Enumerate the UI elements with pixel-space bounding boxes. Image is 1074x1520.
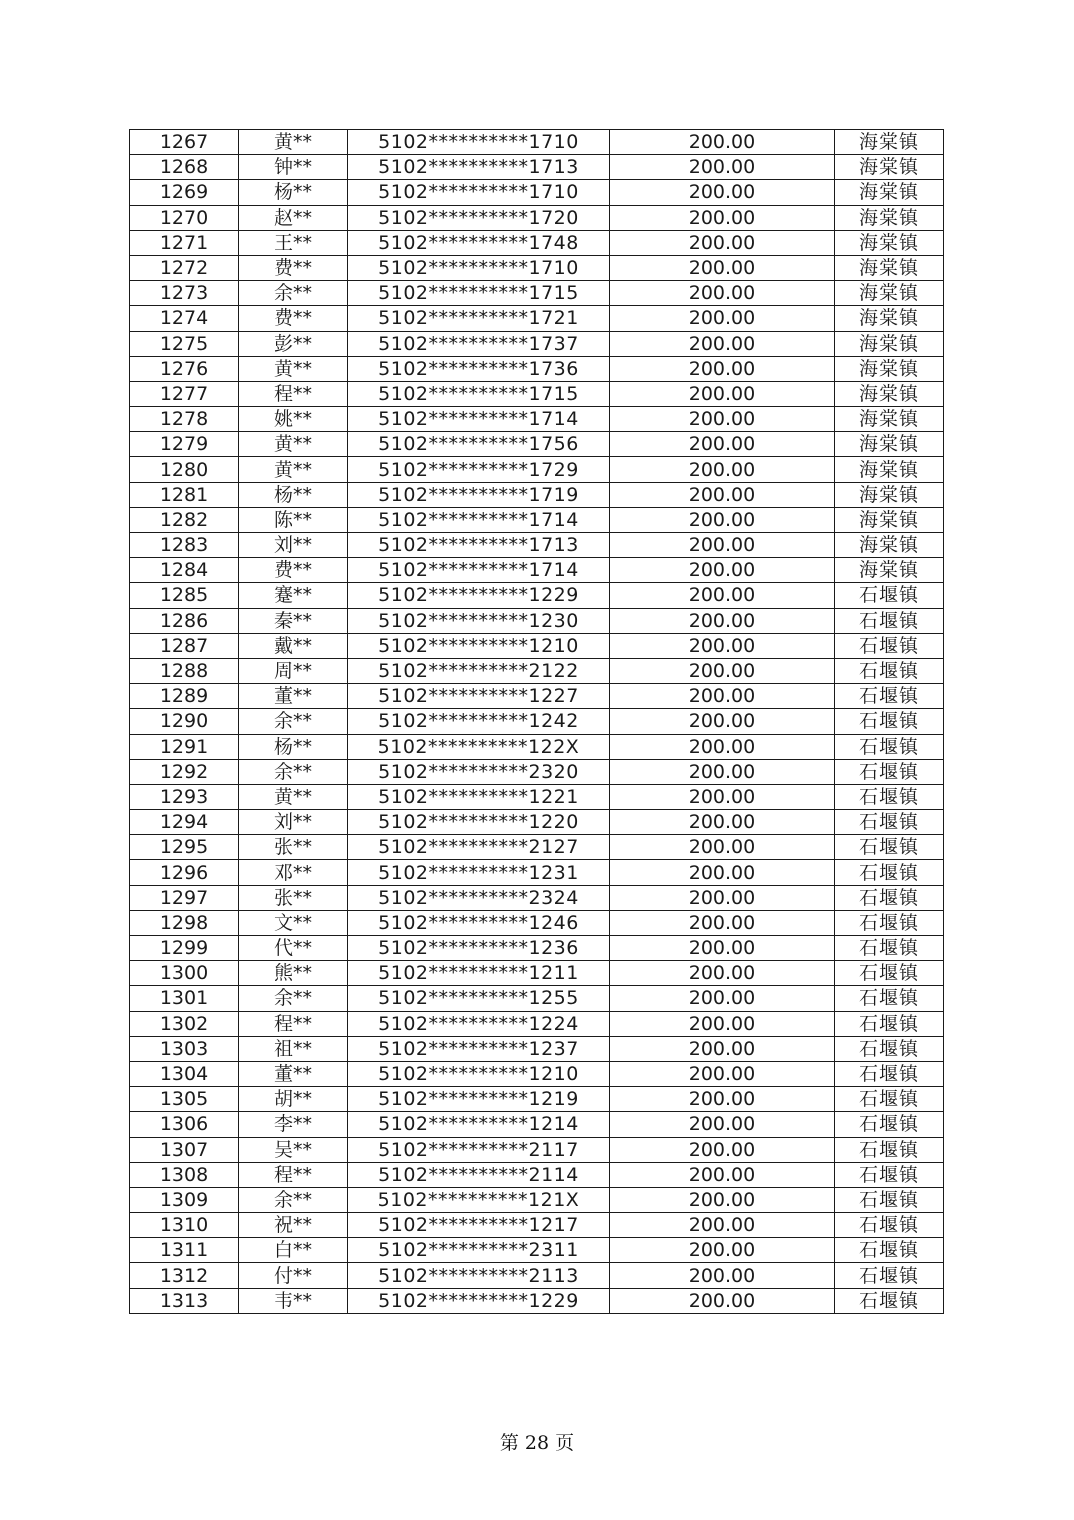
cell-amount: 200.00	[610, 633, 835, 658]
cell-id-number: 5102**********1721	[348, 306, 610, 331]
cell-number: 1281	[130, 482, 239, 507]
cell-name: 付**	[239, 1263, 348, 1288]
cell-amount: 200.00	[610, 356, 835, 381]
table-row	[130, 709, 944, 734]
cell-town: 海棠镇	[835, 533, 944, 558]
cell-amount: 200.00	[610, 658, 835, 683]
cell-name: 文**	[239, 910, 348, 935]
cell-number: 1303	[130, 1036, 239, 1061]
cell-amount: 200.00	[610, 684, 835, 709]
cell-number: 1296	[130, 860, 239, 885]
cell-name: 钟**	[239, 155, 348, 180]
cell-number: 1282	[130, 507, 239, 532]
cell-name: 余**	[239, 281, 348, 306]
cell-town: 石堰镇	[835, 784, 944, 809]
cell-amount: 200.00	[610, 860, 835, 885]
cell-id-number: 5102**********1237	[348, 1036, 610, 1061]
cell-id-number: 5102**********1748	[348, 230, 610, 255]
cell-town: 石堰镇	[835, 1061, 944, 1086]
cell-name: 秦**	[239, 608, 348, 633]
cell-town: 石堰镇	[835, 835, 944, 860]
table-row	[130, 482, 944, 507]
cell-number: 1276	[130, 356, 239, 381]
cell-id-number: 5102**********1242	[348, 709, 610, 734]
cell-number: 1275	[130, 331, 239, 356]
cell-amount: 200.00	[610, 533, 835, 558]
table-row	[130, 381, 944, 406]
cell-id-number: 5102**********1246	[348, 910, 610, 935]
cell-town: 石堰镇	[835, 1238, 944, 1263]
cell-number: 1310	[130, 1213, 239, 1238]
cell-amount: 200.00	[610, 482, 835, 507]
cell-town: 石堰镇	[835, 1263, 944, 1288]
cell-town: 石堰镇	[835, 1137, 944, 1162]
cell-name: 吴**	[239, 1137, 348, 1162]
table-row	[130, 130, 944, 155]
cell-id-number: 5102**********121X	[348, 1187, 610, 1212]
cell-name: 王**	[239, 230, 348, 255]
cell-town: 海棠镇	[835, 356, 944, 381]
cell-number: 1270	[130, 205, 239, 230]
cell-id-number: 5102**********1736	[348, 356, 610, 381]
cell-id-number: 5102**********1710	[348, 180, 610, 205]
cell-amount: 200.00	[610, 1263, 835, 1288]
cell-id-number: 5102**********2311	[348, 1238, 610, 1263]
cell-name: 周**	[239, 658, 348, 683]
cell-amount: 200.00	[610, 230, 835, 255]
table-row	[130, 885, 944, 910]
cell-name: 杨**	[239, 734, 348, 759]
table-row	[130, 407, 944, 432]
cell-id-number: 5102**********1224	[348, 1011, 610, 1036]
table-row	[130, 1263, 944, 1288]
cell-town: 石堰镇	[835, 885, 944, 910]
cell-town: 石堰镇	[835, 961, 944, 986]
table-row	[130, 457, 944, 482]
cell-id-number: 5102**********1217	[348, 1213, 610, 1238]
cell-id-number: 5102**********1229	[348, 583, 610, 608]
cell-town: 海棠镇	[835, 432, 944, 457]
table-row	[130, 1238, 944, 1263]
cell-id-number: 5102**********1210	[348, 1061, 610, 1086]
table-row	[130, 784, 944, 809]
cell-number: 1279	[130, 432, 239, 457]
cell-amount: 200.00	[610, 1213, 835, 1238]
cell-id-number: 5102**********1220	[348, 810, 610, 835]
table-row	[130, 1112, 944, 1137]
table-row	[130, 1162, 944, 1187]
cell-number: 1306	[130, 1112, 239, 1137]
table-row	[130, 910, 944, 935]
cell-number: 1269	[130, 180, 239, 205]
table-row	[130, 583, 944, 608]
cell-name: 杨**	[239, 180, 348, 205]
table-row	[130, 1187, 944, 1212]
table-row	[130, 1036, 944, 1061]
cell-id-number: 5102**********1211	[348, 961, 610, 986]
cell-town: 海棠镇	[835, 230, 944, 255]
cell-number: 1287	[130, 633, 239, 658]
cell-number: 1307	[130, 1137, 239, 1162]
cell-number: 1292	[130, 759, 239, 784]
cell-town: 石堰镇	[835, 1036, 944, 1061]
cell-amount: 200.00	[610, 1036, 835, 1061]
cell-id-number: 5102**********1210	[348, 633, 610, 658]
cell-id-number: 5102**********1756	[348, 432, 610, 457]
cell-id-number: 5102**********1221	[348, 784, 610, 809]
cell-id-number: 5102**********1229	[348, 1288, 610, 1313]
table-row	[130, 684, 944, 709]
cell-id-number: 5102**********2122	[348, 658, 610, 683]
cell-amount: 200.00	[610, 1011, 835, 1036]
table-row	[130, 1137, 944, 1162]
cell-amount: 200.00	[610, 986, 835, 1011]
cell-id-number: 5102**********1737	[348, 331, 610, 356]
table-row	[130, 658, 944, 683]
cell-town: 海棠镇	[835, 281, 944, 306]
cell-id-number: 5102**********1713	[348, 155, 610, 180]
cell-number: 1311	[130, 1238, 239, 1263]
cell-town: 石堰镇	[835, 709, 944, 734]
cell-name: 陈**	[239, 507, 348, 532]
cell-id-number: 5102**********1714	[348, 407, 610, 432]
cell-town: 海棠镇	[835, 407, 944, 432]
cell-town: 海棠镇	[835, 155, 944, 180]
cell-number: 1291	[130, 734, 239, 759]
cell-amount: 200.00	[610, 180, 835, 205]
cell-number: 1294	[130, 810, 239, 835]
cell-id-number: 5102**********1715	[348, 281, 610, 306]
cell-id-number: 5102**********1719	[348, 482, 610, 507]
cell-name: 张**	[239, 835, 348, 860]
cell-id-number: 5102**********1714	[348, 558, 610, 583]
cell-town: 海棠镇	[835, 381, 944, 406]
cell-amount: 200.00	[610, 155, 835, 180]
cell-id-number: 5102**********1713	[348, 533, 610, 558]
page-number: 第 28 页	[499, 1432, 575, 1454]
table-row	[130, 255, 944, 280]
cell-number: 1268	[130, 155, 239, 180]
cell-amount: 200.00	[610, 1187, 835, 1212]
cell-name: 费**	[239, 255, 348, 280]
table-row	[130, 936, 944, 961]
cell-number: 1285	[130, 583, 239, 608]
cell-amount: 200.00	[610, 734, 835, 759]
cell-name: 张**	[239, 885, 348, 910]
cell-town: 石堰镇	[835, 810, 944, 835]
cell-name: 黄**	[239, 457, 348, 482]
cell-amount: 200.00	[610, 281, 835, 306]
cell-id-number: 5102**********2117	[348, 1137, 610, 1162]
cell-amount: 200.00	[610, 583, 835, 608]
cell-name: 黄**	[239, 432, 348, 457]
cell-number: 1272	[130, 255, 239, 280]
cell-name: 黄**	[239, 356, 348, 381]
cell-id-number: 5102**********122X	[348, 734, 610, 759]
cell-town: 石堰镇	[835, 1187, 944, 1212]
cell-name: 黄**	[239, 130, 348, 155]
cell-id-number: 5102**********2324	[348, 885, 610, 910]
cell-name: 余**	[239, 986, 348, 1011]
cell-name: 程**	[239, 1162, 348, 1187]
cell-amount: 200.00	[610, 608, 835, 633]
cell-number: 1288	[130, 658, 239, 683]
table-row	[130, 1011, 944, 1036]
cell-town: 石堰镇	[835, 1112, 944, 1137]
cell-name: 熊**	[239, 961, 348, 986]
cell-id-number: 5102**********1214	[348, 1112, 610, 1137]
cell-name: 祖**	[239, 1036, 348, 1061]
cell-town: 石堰镇	[835, 633, 944, 658]
cell-amount: 200.00	[610, 936, 835, 961]
cell-name: 余**	[239, 1187, 348, 1212]
cell-town: 海棠镇	[835, 457, 944, 482]
table-row	[130, 533, 944, 558]
cell-name: 董**	[239, 684, 348, 709]
cell-id-number: 5102**********1236	[348, 936, 610, 961]
table-row	[130, 986, 944, 1011]
cell-town: 石堰镇	[835, 1288, 944, 1313]
cell-amount: 200.00	[610, 885, 835, 910]
cell-name: 刘**	[239, 810, 348, 835]
cell-number: 1302	[130, 1011, 239, 1036]
cell-number: 1293	[130, 784, 239, 809]
cell-name: 刘**	[239, 533, 348, 558]
cell-name: 胡**	[239, 1087, 348, 1112]
table-row	[130, 961, 944, 986]
cell-name: 白**	[239, 1238, 348, 1263]
table-row	[130, 1288, 944, 1313]
cell-town: 海棠镇	[835, 205, 944, 230]
cell-amount: 200.00	[610, 759, 835, 784]
cell-amount: 200.00	[610, 306, 835, 331]
table-row	[130, 633, 944, 658]
cell-id-number: 5102**********1710	[348, 130, 610, 155]
cell-name: 李**	[239, 1112, 348, 1137]
cell-name: 蹇**	[239, 583, 348, 608]
table-row	[130, 205, 944, 230]
cell-amount: 200.00	[610, 1137, 835, 1162]
records-table-body	[130, 130, 944, 1314]
cell-id-number: 5102**********1714	[348, 507, 610, 532]
cell-number: 1313	[130, 1288, 239, 1313]
cell-amount: 200.00	[610, 130, 835, 155]
table-row	[130, 1087, 944, 1112]
cell-town: 海棠镇	[835, 255, 944, 280]
table-row	[130, 507, 944, 532]
table-row	[130, 306, 944, 331]
cell-name: 费**	[239, 558, 348, 583]
cell-id-number: 5102**********1230	[348, 608, 610, 633]
cell-number: 1280	[130, 457, 239, 482]
cell-amount: 200.00	[610, 1288, 835, 1313]
cell-town: 石堰镇	[835, 583, 944, 608]
cell-amount: 200.00	[610, 709, 835, 734]
table-row	[130, 281, 944, 306]
cell-amount: 200.00	[610, 457, 835, 482]
cell-name: 彭**	[239, 331, 348, 356]
cell-amount: 200.00	[610, 810, 835, 835]
cell-amount: 200.00	[610, 1061, 835, 1086]
cell-number: 1277	[130, 381, 239, 406]
cell-town: 海棠镇	[835, 558, 944, 583]
cell-amount: 200.00	[610, 407, 835, 432]
table-row	[130, 810, 944, 835]
cell-town: 石堰镇	[835, 684, 944, 709]
cell-number: 1299	[130, 936, 239, 961]
table-row	[130, 759, 944, 784]
cell-name: 程**	[239, 381, 348, 406]
cell-amount: 200.00	[610, 558, 835, 583]
cell-amount: 200.00	[610, 507, 835, 532]
cell-number: 1297	[130, 885, 239, 910]
cell-number: 1312	[130, 1263, 239, 1288]
cell-number: 1309	[130, 1187, 239, 1212]
cell-town: 石堰镇	[835, 1011, 944, 1036]
cell-name: 杨**	[239, 482, 348, 507]
cell-number: 1267	[130, 130, 239, 155]
cell-number: 1305	[130, 1087, 239, 1112]
cell-town: 石堰镇	[835, 734, 944, 759]
cell-number: 1300	[130, 961, 239, 986]
table-row	[130, 860, 944, 885]
cell-name: 韦**	[239, 1288, 348, 1313]
cell-amount: 200.00	[610, 1162, 835, 1187]
table-row	[130, 356, 944, 381]
cell-number: 1304	[130, 1061, 239, 1086]
cell-id-number: 5102**********1729	[348, 457, 610, 482]
cell-number: 1273	[130, 281, 239, 306]
cell-amount: 200.00	[610, 432, 835, 457]
cell-town: 海棠镇	[835, 331, 944, 356]
cell-number: 1278	[130, 407, 239, 432]
cell-town: 石堰镇	[835, 658, 944, 683]
cell-town: 石堰镇	[835, 910, 944, 935]
cell-town: 石堰镇	[835, 860, 944, 885]
cell-town: 石堰镇	[835, 608, 944, 633]
cell-name: 邓**	[239, 860, 348, 885]
cell-town: 石堰镇	[835, 1213, 944, 1238]
cell-amount: 200.00	[610, 961, 835, 986]
cell-name: 戴**	[239, 633, 348, 658]
cell-amount: 200.00	[610, 255, 835, 280]
cell-amount: 200.00	[610, 784, 835, 809]
cell-amount: 200.00	[610, 205, 835, 230]
cell-number: 1271	[130, 230, 239, 255]
cell-amount: 200.00	[610, 381, 835, 406]
cell-town: 海棠镇	[835, 482, 944, 507]
cell-number: 1298	[130, 910, 239, 935]
cell-number: 1274	[130, 306, 239, 331]
cell-id-number: 5102**********2320	[348, 759, 610, 784]
table-row	[130, 432, 944, 457]
cell-id-number: 5102**********2113	[348, 1263, 610, 1288]
cell-id-number: 5102**********1715	[348, 381, 610, 406]
cell-name: 代**	[239, 936, 348, 961]
cell-name: 姚**	[239, 407, 348, 432]
table-row	[130, 331, 944, 356]
table-row	[130, 180, 944, 205]
cell-town: 海棠镇	[835, 507, 944, 532]
cell-id-number: 5102**********1720	[348, 205, 610, 230]
cell-town: 石堰镇	[835, 1162, 944, 1187]
cell-number: 1308	[130, 1162, 239, 1187]
cell-amount: 200.00	[610, 331, 835, 356]
cell-number: 1289	[130, 684, 239, 709]
cell-id-number: 5102**********2114	[348, 1162, 610, 1187]
cell-amount: 200.00	[610, 1238, 835, 1263]
table-row	[130, 230, 944, 255]
table-row	[130, 558, 944, 583]
cell-town: 石堰镇	[835, 936, 944, 961]
cell-number: 1301	[130, 986, 239, 1011]
cell-id-number: 5102**********1219	[348, 1087, 610, 1112]
cell-name: 费**	[239, 306, 348, 331]
cell-amount: 200.00	[610, 1087, 835, 1112]
cell-id-number: 5102**********2127	[348, 835, 610, 860]
table-row	[130, 1213, 944, 1238]
cell-name: 余**	[239, 709, 348, 734]
cell-id-number: 5102**********1255	[348, 986, 610, 1011]
cell-amount: 200.00	[610, 910, 835, 935]
cell-id-number: 5102**********1231	[348, 860, 610, 885]
table-row	[130, 155, 944, 180]
cell-id-number: 5102**********1227	[348, 684, 610, 709]
cell-number: 1283	[130, 533, 239, 558]
cell-name: 祝**	[239, 1213, 348, 1238]
cell-amount: 200.00	[610, 835, 835, 860]
table-row	[130, 734, 944, 759]
cell-id-number: 5102**********1710	[348, 255, 610, 280]
table-row	[130, 835, 944, 860]
cell-name: 余**	[239, 759, 348, 784]
table-row	[130, 608, 944, 633]
cell-number: 1295	[130, 835, 239, 860]
cell-name: 程**	[239, 1011, 348, 1036]
cell-name: 黄**	[239, 784, 348, 809]
cell-town: 石堰镇	[835, 1087, 944, 1112]
cell-town: 海棠镇	[835, 180, 944, 205]
cell-number: 1286	[130, 608, 239, 633]
records-table	[129, 129, 944, 1314]
cell-town: 石堰镇	[835, 759, 944, 784]
cell-amount: 200.00	[610, 1112, 835, 1137]
cell-town: 石堰镇	[835, 986, 944, 1011]
cell-name: 董**	[239, 1061, 348, 1086]
cell-number: 1290	[130, 709, 239, 734]
cell-town: 海棠镇	[835, 130, 944, 155]
cell-town: 海棠镇	[835, 306, 944, 331]
table-row	[130, 1061, 944, 1086]
cell-name: 赵**	[239, 205, 348, 230]
cell-number: 1284	[130, 558, 239, 583]
